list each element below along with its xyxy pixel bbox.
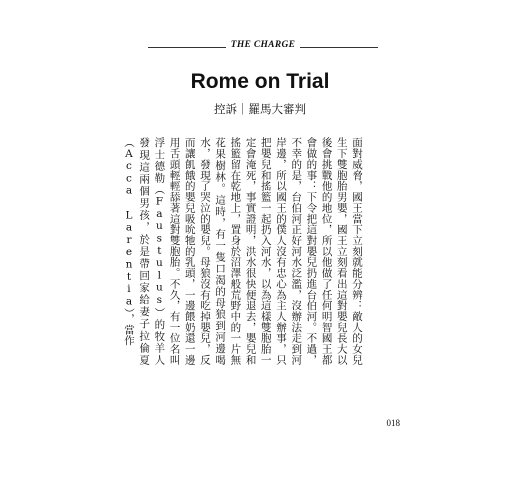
page-number: 018 bbox=[386, 418, 400, 428]
header-rule-right bbox=[300, 47, 378, 48]
body-paragraph: 面對威脅，國王當下立刻就能分辨：敵人的女兒生下雙胞胎男嬰，國王立刻看出這對嬰兒長大以後會挑戰他的地位，所以他做了任何明智國王都會做的事：下令把這對嬰兒扔進台伯河。不過，不幸的是，台伯河正好河水泛濫，沒辦法走到河岸邊，所以國王的僕人沒有忠心為主人辦事，只把嬰兒和搖籃一起扔入河水，以為這樣雙胞胎一定會淹死，事實證明，洪水很快便退去，嬰兒和搖籃留在乾地上，置身於沼澤般荒野中的一片無花果樹林。這時，有一隻口渴的母狼到河邊喝水，發現了哭泣的嬰兒。母狼沒有吃掉嬰兒，反而讓飢餓的嬰兒吸吮牠的乳頭，一邊餵奶還一邊用舌頭輕輕舔著這對雙胞胎。不久，有一位名叫浮士德勒（Faustulus）的牧羊人發現這兩個男孩，於是帶回家給妻子拉倫夏（Acca Larentia），當作 bbox=[122, 137, 363, 365]
chapter-subtitle: 控訴｜羅馬大審判 bbox=[214, 102, 306, 116]
section-label: THE CHARGE bbox=[230, 40, 296, 50]
body-text bbox=[122, 137, 364, 365]
chapter-title: Rome on Trial bbox=[190, 70, 330, 93]
running-header bbox=[148, 38, 378, 56]
